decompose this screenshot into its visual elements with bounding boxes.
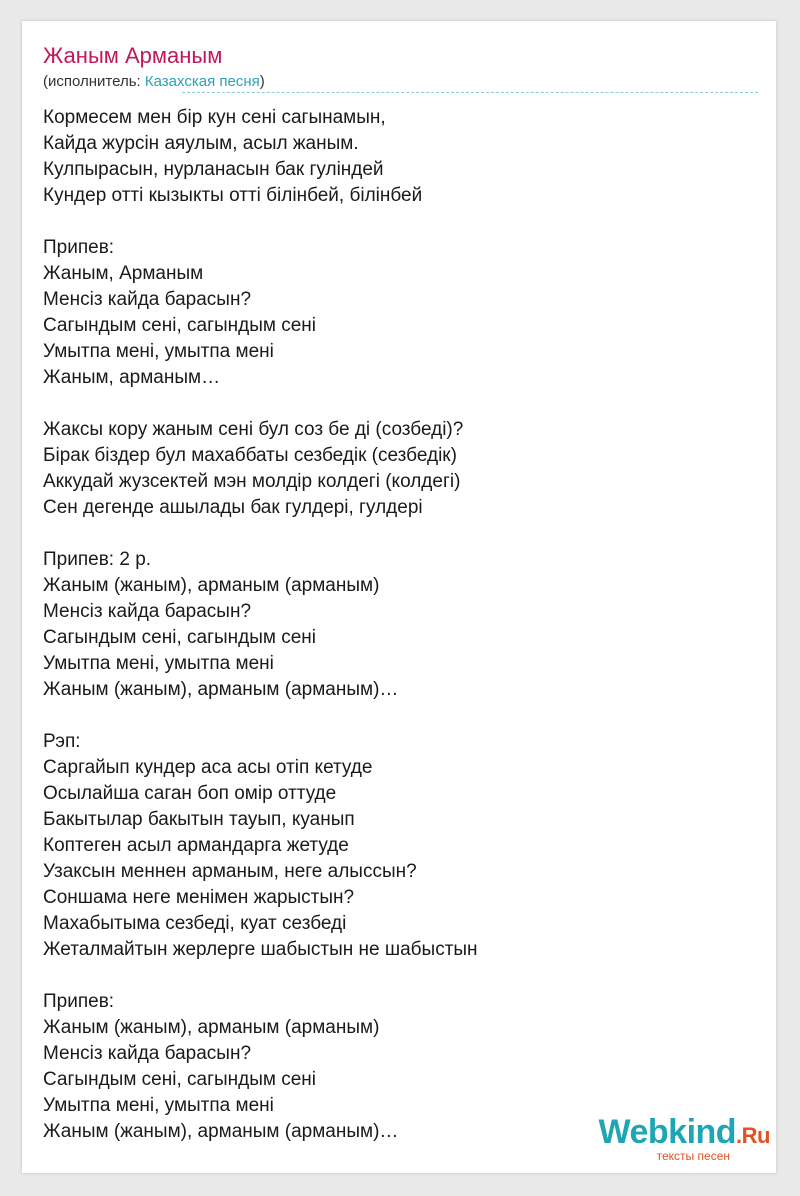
logo-brand: Webkind xyxy=(598,1113,737,1151)
lyric-line: Менсіз кайда барасын? xyxy=(43,1043,252,1064)
lyric-line: Менсіз кайда барасын? xyxy=(43,601,252,622)
header-divider xyxy=(182,92,758,93)
lyrics-body xyxy=(43,105,743,1171)
lyric-line: Кулпырасын, нурланасын бак гуліндей xyxy=(43,159,384,180)
lyric-line: Рэп: xyxy=(43,731,81,752)
logo-tld: .Ru xyxy=(736,1123,770,1148)
lyric-line: Жаным, арманым… xyxy=(43,367,221,388)
lyric-line: Махабытыма сезбеді, куат сезбеді xyxy=(43,913,347,934)
lyric-line: Умытпа мені, умытпа мені xyxy=(43,1095,274,1116)
lyric-line: Бірак біздер бул махаббаты сезбедік (сезбедік) xyxy=(43,445,457,466)
lyric-stanza xyxy=(43,105,743,209)
lyric-line: Умытпа мені, умытпа мені xyxy=(43,653,274,674)
lyric-stanza xyxy=(43,417,743,521)
lyric-line: Коптеген асыл армандарга жетуде xyxy=(43,835,349,856)
performer-prefix: (исполнитель: xyxy=(43,73,145,90)
lyric-line: Менсіз кайда барасын? xyxy=(43,289,252,310)
lyrics-page xyxy=(22,21,776,1173)
lyric-line: Кайда журсін аяулым, асыл жаным. xyxy=(43,133,359,154)
lyric-line: Жаным (жаным), арманым (арманым)… xyxy=(43,679,399,700)
site-logo xyxy=(599,1115,771,1153)
lyric-line: Жаным (жаным), арманым (арманым) xyxy=(43,1017,380,1038)
lyric-line: Сагындым сені, сагындым сені xyxy=(43,315,317,336)
lyric-line: Соншама неге менімен жарыстын? xyxy=(43,887,355,908)
lyric-line: Сен дегенде ашылады бак гулдері, гулдері xyxy=(43,497,423,518)
lyric-line: Бакытылар бакытын тауып, куанып xyxy=(43,809,355,830)
song-title: Жаным Арманым xyxy=(43,43,223,68)
lyric-line: Припев: 2 р. xyxy=(43,549,152,570)
lyric-line: Осылайша саган боп омір оттуде xyxy=(43,783,337,804)
lyric-line: Умытпа мені, умытпа мені xyxy=(43,341,274,362)
lyric-line: Кормесем мен бір кун сені сагынамын, xyxy=(43,107,386,128)
lyric-line: Жаным (жаным), арманым (арманым)… xyxy=(43,1121,399,1142)
lyric-line: Припев: xyxy=(43,237,115,258)
lyric-stanza xyxy=(43,729,743,963)
lyric-stanza xyxy=(43,547,743,703)
performer-line xyxy=(43,72,265,92)
lyric-line: Аккудай жузсектей мэн молдір колдегі (колдегі) xyxy=(43,471,461,492)
performer-link[interactable]: Казахская песня xyxy=(144,73,260,90)
lyric-line: Сагындым сені, сагындым сені xyxy=(43,627,317,648)
performer-suffix: ) xyxy=(259,73,265,90)
lyric-line: Кундер отті кызыкты отті білінбей, білінбей xyxy=(43,185,423,206)
logo-tagline: тексты песен xyxy=(656,1149,730,1163)
lyric-line: Сагындым сені, сагындым сені xyxy=(43,1069,317,1090)
lyric-line: Узаксын меннен арманым, неге алыссын? xyxy=(43,861,417,882)
site-watermark xyxy=(599,1115,771,1163)
lyric-line: Припев: xyxy=(43,991,115,1012)
lyric-line: Жаным, Арманым xyxy=(43,263,204,284)
lyric-line: Жаксы кору жаным сені бул соз бе ді (созбеді)? xyxy=(43,419,464,440)
lyric-line: Жеталмайтын жерлерге шабыстын не шабыстын xyxy=(43,939,478,960)
lyric-line: Жаным (жаным), арманым (арманым) xyxy=(43,575,380,596)
lyric-stanza xyxy=(43,235,743,391)
lyric-line: Саргайып кундер аса асы отіп кетуде xyxy=(43,757,373,778)
